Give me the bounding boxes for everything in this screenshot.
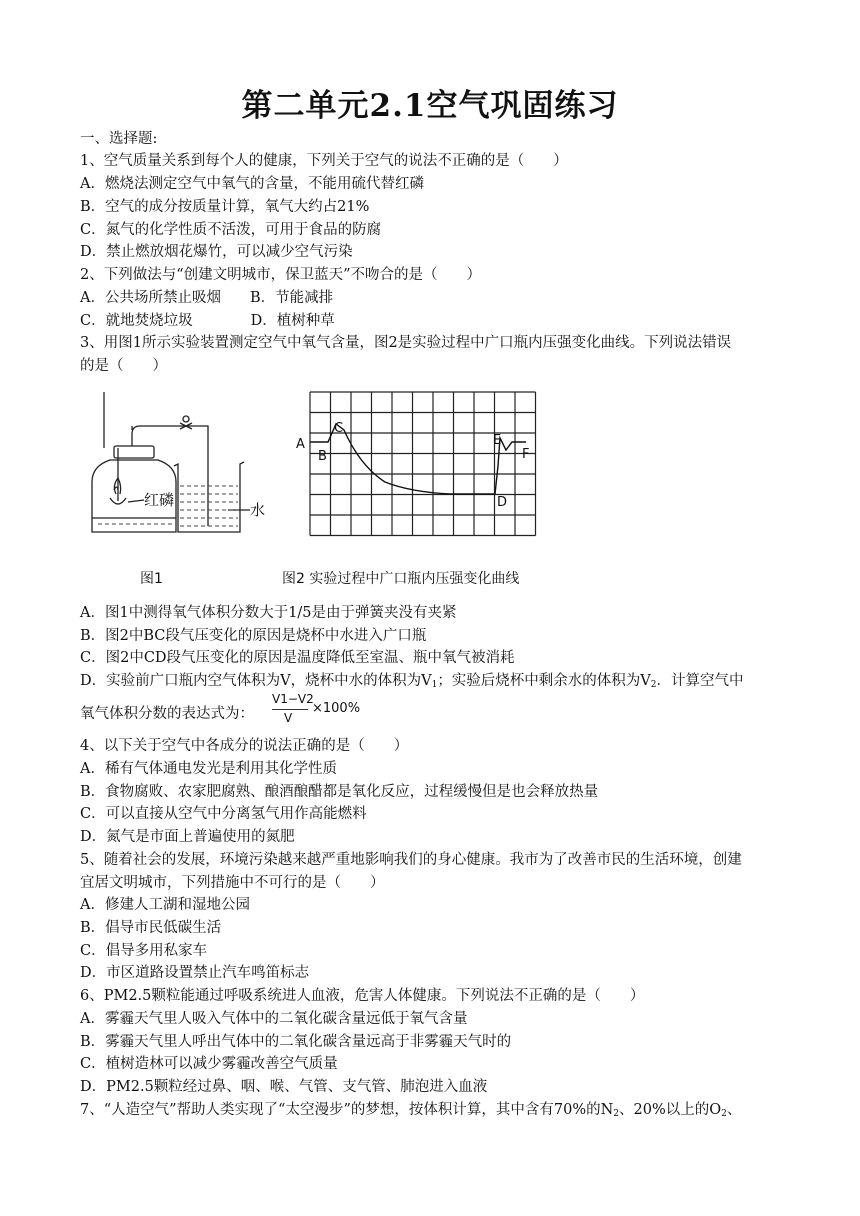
figure1-apparatus — [84, 386, 274, 536]
q6-option-d: D．PM2.5颗粒经过鼻、咽、喉、气管、支气管、肺泡进入血液 — [80, 1079, 488, 1095]
q5-stem-line2: 宜居文明城市，下列措施中不可行的是（ ） — [80, 875, 385, 891]
figure1-caption: 图1 — [140, 571, 163, 587]
q1-option-c: C．氮气的化学性质不活泼，可用于食品的防腐 — [80, 222, 382, 238]
section-heading: 一、选择题: — [80, 131, 158, 147]
q6-option-c: C．植树造林可以减少雾霾改善空气质量 — [80, 1056, 338, 1072]
q5-option-d: D．市区道路设置禁止汽车鸣笛标志 — [80, 965, 310, 981]
q4-stem: 4、以下关于空气中各成分的说法正确的是（ ） — [80, 738, 409, 754]
q3-stem-line1: 3、用图1所示实验装置测定空气中氧气含量，图2是实验过程中广口瓶内压强变化曲线。下列说法错误 — [80, 335, 732, 351]
point-c-label: C — [334, 421, 344, 436]
point-f-label: F — [522, 447, 530, 462]
q3-option-d: D．实验前广口瓶内空气体积为V，烧杯中水的体积为$V_1$；实验后烧杯中剩余水的体积为$V_2$．计算空气中 — [80, 673, 744, 690]
figure2-caption: 图2 实验过程中广口瓶内压强变化曲线 — [282, 571, 520, 587]
q5-option-a: A．修建人工湖和湿地公园 — [80, 897, 250, 913]
q5-option-c: C．倡导多用私家车 — [80, 943, 208, 959]
q1-option-d: D．禁止燃放烟花爆竹，可以减少空气污染 — [80, 244, 353, 260]
point-b-label: B — [318, 449, 327, 464]
q6-option-b: B．雾霾天气里人呼出气体中的二氧化碳含量远高于非雾霾天气时的 — [80, 1034, 512, 1050]
q6-option-a: A．雾霾天气里人吸入气体中的二氧化碳含量远低于氧气含量 — [80, 1011, 468, 1027]
q2-options-cd: C．就地焚烧垃圾 D．植树种草 — [80, 313, 335, 329]
q7-stem: 7、“人造空气”帮助人类实现了“太空漫步”的梦想，按体积计算，其中含有70%的$N_2$、20%以上的$O_2$、 — [80, 1102, 742, 1119]
formula-multiplier: ×100% — [312, 701, 361, 716]
q1-option-b: B．空气的成分按质量计算，氧气大约占21% — [80, 199, 370, 215]
point-a-label: A — [296, 437, 305, 452]
q6-stem: 6、PM2.5颗粒能通过呼吸系统进人血液，危害人体健康。下列说法不正确的是（ ） — [80, 988, 645, 1004]
q3-option-d-line2: 氧气体积分数的表达式为： — [80, 706, 254, 722]
q2-stem: 2、下列做法与“创建文明城市，保卫蓝天”不吻合的是（ ） — [80, 267, 482, 283]
q3-option-a: A．图1中测得氧气体积分数大于1/5是由于弹簧夹没有夹紧 — [80, 605, 457, 621]
q4-option-c: C．可以直接从空气中分离氢气用作高能燃料 — [80, 806, 367, 822]
label-water: 水 — [250, 501, 266, 519]
q3-option-b: B．图2中BC段气压变化的原因是烧杯中水进入广口瓶 — [80, 628, 427, 644]
q5-stem-line1: 5、随着社会的发展，环境污染越来越严重地影响我们的身心健康。我市为了改善市民的生活环境，创建 — [80, 852, 742, 868]
point-e-label: E — [493, 433, 502, 448]
q1-stem: 1、空气质量关系到每个人的健康，下列关于空气的说法不正确的是（ ） — [80, 153, 568, 169]
formula-numerator: V1−V2 — [272, 692, 314, 706]
q4-option-a: A．稀有气体通电发光是利用其化学性质 — [80, 761, 337, 777]
q3-stem-line2: 的是（ ） — [80, 358, 167, 374]
page-title: 第二单元2.1空气巩固练习 — [241, 88, 619, 124]
label-red-phosphorus: 红磷 — [144, 491, 175, 509]
figure2-pressure-curve — [290, 386, 550, 546]
q4-option-b: B．食物腐败、农家肥腐熟、酿酒酿醋都是氧化反应，过程缓慢但是也会释放热量 — [80, 784, 599, 800]
point-d-label: D — [497, 495, 508, 510]
q1-option-a: A．燃烧法测定空气中氧气的含量，不能用硫代替红磷 — [80, 176, 424, 192]
q5-option-b: B．倡导市民低碳生活 — [80, 920, 222, 936]
fraction-bar — [272, 709, 308, 710]
q4-option-d: D．氮气是市面上普遍使用的氮肥 — [80, 829, 295, 845]
q2-options-ab: A．公共场所禁止吸烟 B．节能减排 — [80, 290, 334, 306]
formula-denominator: V — [284, 711, 293, 725]
q3-option-c: C．图2中CD段气压变化的原因是温度降低至室温、瓶中氧气被消耗 — [80, 650, 515, 666]
